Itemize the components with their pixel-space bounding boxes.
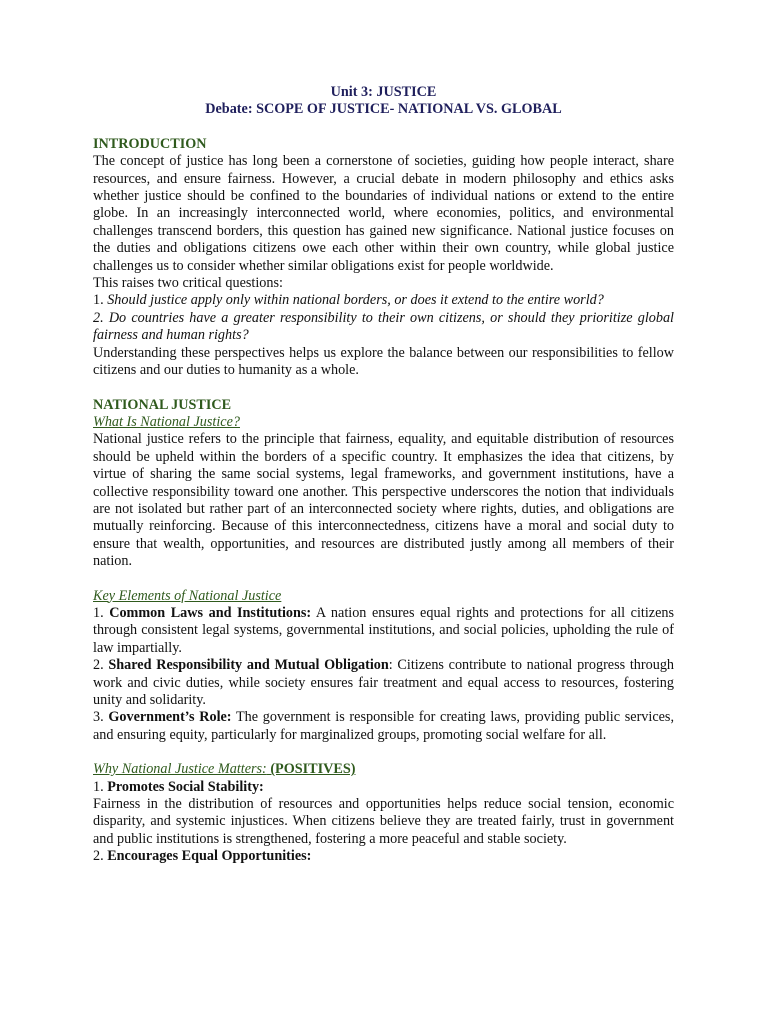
element-number: 1. xyxy=(93,604,104,621)
unit-title: Unit 3: JUSTICE xyxy=(330,84,437,100)
positives-tag: (POSITIVES) xyxy=(266,761,356,778)
national-justice-heading: NATIONAL JUSTICE xyxy=(93,396,232,413)
positive-item-title xyxy=(93,779,674,796)
what-is-paragraph: National justice refers to the principle that fairness, equality, and equitable distribution of resources should be upheld within the borders of a specific country. It emphasizes the idea that citizens, by virtue of sharing the same social systems, legal frameworks, and government institutions, have a collective responsibility toward one another. This perspective underscores the notion that individuals are not isolated but rather part of an interconnected society where rights, duties, and obligations are mutually reinforcing. Because of this interconnectedness, citizens have a moral and social duty to ensure that wealth, opportunities, and resources are distributed justly among all members of their nation. xyxy=(93,431,674,570)
element-number: 3. xyxy=(93,709,104,726)
element-item xyxy=(93,657,674,709)
positive-number: 1. xyxy=(93,778,104,795)
element-title: Common Laws and Institutions: xyxy=(109,604,312,621)
element-item xyxy=(93,709,674,744)
positive-item-text: Fairness in the distribution of resources and opportunities helps reduce social tension, economic disparity, and systemic injustices. When citizens believe they are treated fairly, trust in government and public institutions is strengthened, fostering a more peaceful and stable society. xyxy=(93,796,674,847)
what-is-heading: What Is National Justice? xyxy=(93,413,240,430)
spacer xyxy=(93,744,674,761)
element-text: A nation ensures equal rights and protections for all citizens through consistent legal systems, governmental institutions, and social policies, upholding the rule of law impartially. xyxy=(93,604,674,656)
spacer xyxy=(93,571,674,588)
spacer xyxy=(93,119,674,136)
question-1-text: Should justice apply only within national borders, or does it extend to the entire world? xyxy=(107,292,604,309)
question-2: 2. Do countries have a greater responsibility to their own citizens, or should they prioritize global fairness and human rights? xyxy=(93,309,674,344)
element-text: : Citizens contribute to national progress through work and civic duties, while society ensures fair treatment and equal access to resources, fostering unity and solidarity. xyxy=(93,657,675,708)
positive-item-title xyxy=(93,848,674,865)
positive-title: Promotes Social Stability: xyxy=(107,778,264,795)
introduction-heading: INTRODUCTION xyxy=(93,135,207,152)
debate-title: Debate: SCOPE OF JUSTICE- NATIONAL VS. GLOBAL xyxy=(205,101,562,118)
element-item xyxy=(93,605,674,657)
question-1 xyxy=(93,292,674,309)
element-text: The government is responsible for creating laws, providing public services, and ensuring equity, particularly for marginalized groups, promoting social welfare for all. xyxy=(93,709,674,743)
element-number: 2. xyxy=(93,657,104,674)
spacer xyxy=(93,380,674,397)
positive-number: 2. xyxy=(93,848,104,865)
questions-lead: This raises two critical questions: xyxy=(93,275,283,292)
why-matters-heading xyxy=(93,761,674,778)
key-elements-heading: Key Elements of National Justice xyxy=(93,587,282,604)
positive-title: Encourages Equal Opportunities: xyxy=(107,848,312,865)
introduction-closing: Understanding these perspectives helps us explore the balance between our responsibilities to fellow citizens and our duties to humanity as a whole. xyxy=(93,344,674,379)
element-title: Government’s Role: xyxy=(108,709,232,726)
question-1-number: 1. xyxy=(93,292,104,309)
introduction-paragraph: The concept of justice has long been a cornerstone of societies, guiding how people interact, share resources, and ensure fairness. However, a crucial debate in modern philosophy and ethics asks whether justice should be confined to the boundaries of individual nations or extend to the entire globe. In an increasingly interconnected world, where economies, politics, and environmental challenges transcend borders, this question has gained new significance. National justice focuses on the duties and obligations citizens owe each other within their own country, while global justice challenges us to consider whether similar obligations exist for people worldwide. xyxy=(93,153,674,274)
why-matters-label: Why National Justice Matters: xyxy=(93,761,267,778)
element-title: Shared Responsibility and Mutual Obligation xyxy=(108,657,389,674)
